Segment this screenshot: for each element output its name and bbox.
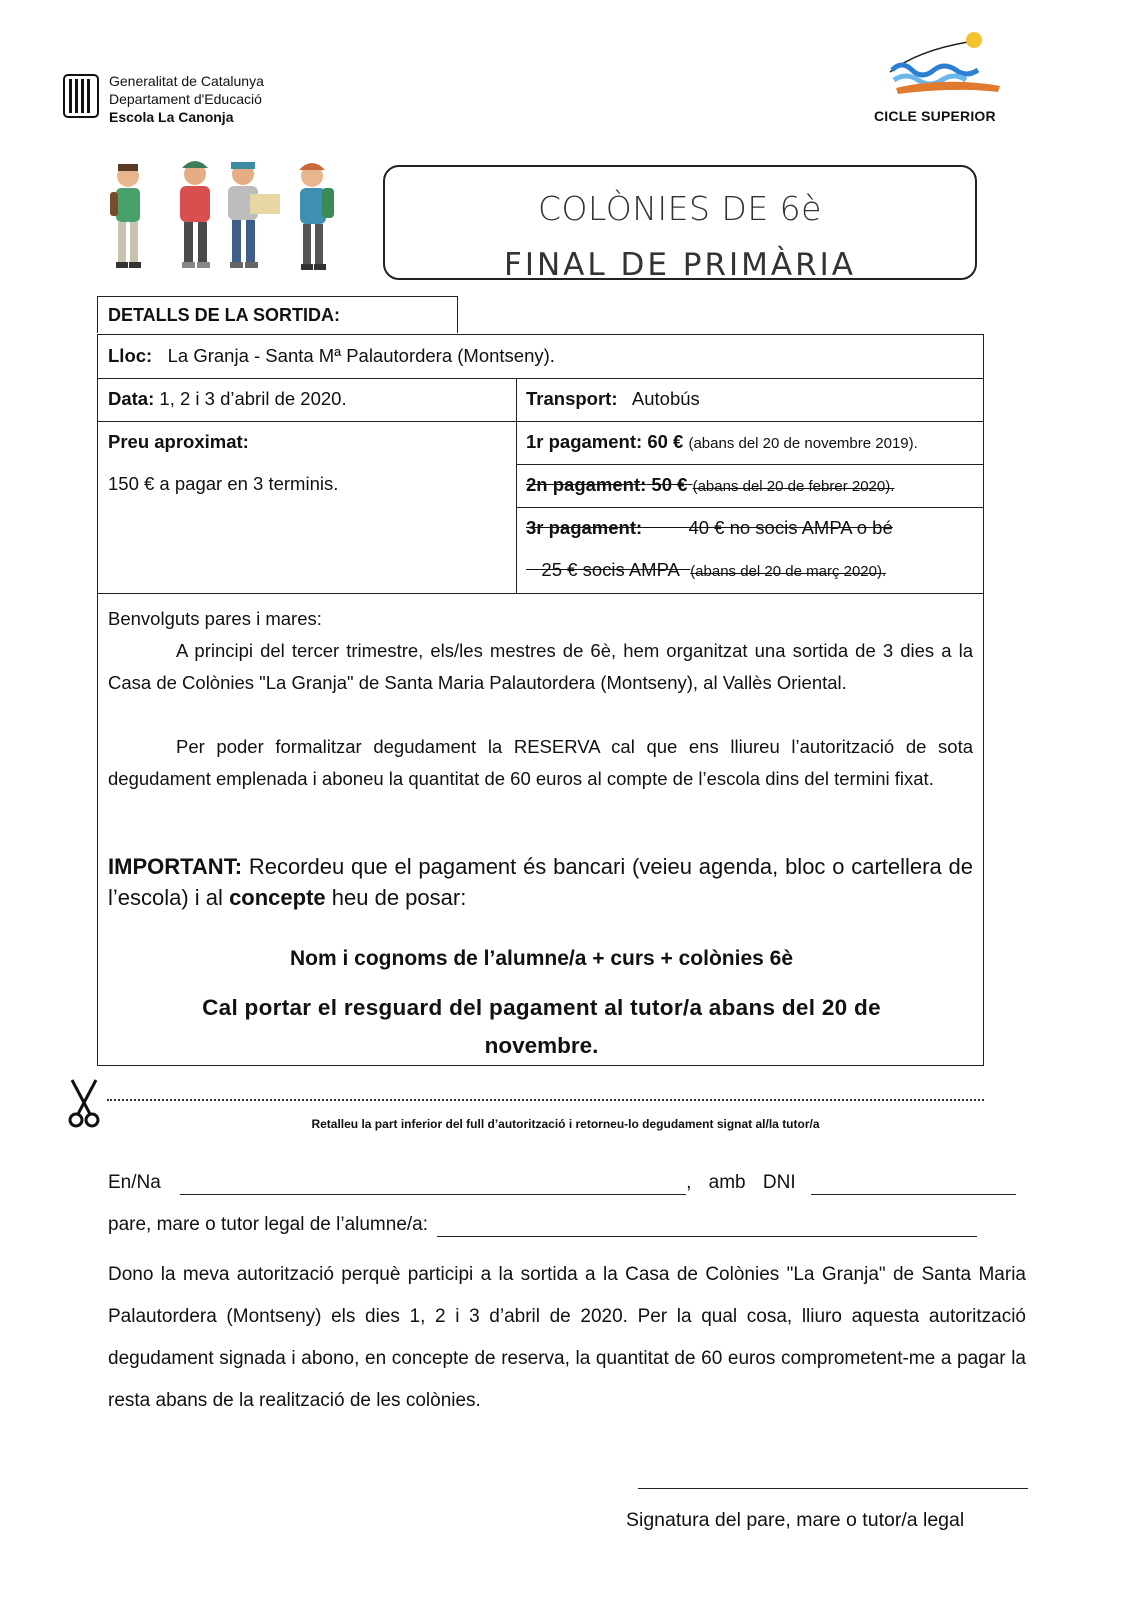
payment-2-note: (abans del 20 de febrer 2020). <box>692 478 895 495</box>
page-title: COLÒNIES DE 6è <box>538 189 822 228</box>
payment-2 <box>526 474 894 496</box>
place-value: La Granja - Santa Mª Palautordera (Montseny). <box>167 345 555 366</box>
letter-paragraph-1: A principi del tercer trimestre, els/les mestres de 6è, hem organitzat una sortida de 3 dies a la Casa de Colònies "La Granja" de Santa Maria Palautordera (Montseny), al Vallès Oriental. <box>108 640 973 693</box>
signature-label: Signatura del pare, mare o tutor/a legal <box>626 1509 965 1531</box>
signature-field[interactable] <box>638 1488 1028 1489</box>
cycle-label: CICLE SUPERIOR <box>874 108 996 124</box>
row-divider <box>516 464 983 465</box>
important-notice <box>108 851 973 913</box>
payment-3-line-2 <box>526 559 886 581</box>
payment-3-amount-1: 40 € no socis AMPA o bé <box>688 517 893 538</box>
details-box <box>97 334 984 1066</box>
authorization-text: Dono la meva autorització perquè participi a la sortida a la Casa de Colònies "La Granja" de Santa Maria Palautordera (Montseny) els dies 1, 2 i 3 d’abril de 2020. Per la qual cosa, lliuro aquesta autorització degudament signada i abono, en concepte de reserva, la quantitat de 60 euros comprometent-me a pagar la resta abans de la realització de les colònies. <box>108 1264 1026 1411</box>
institution-block <box>109 72 264 126</box>
important-label: IMPORTANT: <box>108 854 243 879</box>
letter-greeting: Benvolguts pares i mares: <box>108 608 322 629</box>
payment-1-note: (abans del 20 de novembre 2019). <box>688 435 918 452</box>
transport-label: Transport: <box>526 388 618 409</box>
name-field[interactable] <box>180 1172 686 1195</box>
price-value: 150 € a pagar en 3 terminis. <box>108 473 339 494</box>
dni-label: , amb DNI <box>686 1172 796 1193</box>
payment-3-amount-2: 25 € socis AMPA <box>541 559 680 580</box>
transport-row <box>526 388 700 410</box>
receipt-line-1: Cal portar el resguard del pagament al tutor/a abans del 20 de <box>202 995 881 1020</box>
price-label: Preu aproximat: <box>108 431 249 452</box>
transport-value: Autobús <box>631 388 700 409</box>
price-label-cell <box>108 431 249 453</box>
row-divider <box>516 507 983 508</box>
payment-1 <box>526 431 918 453</box>
row-divider <box>98 421 983 422</box>
concept-line: Nom i cognoms de l’alumne/a + curs + colònies 6è <box>290 947 793 970</box>
cicle-superior-logo <box>888 30 1006 96</box>
student-name-field[interactable] <box>437 1214 977 1237</box>
row-divider <box>98 593 983 594</box>
relation-label: pare, mare o tutor legal de l’alumne/a: <box>108 1214 429 1235</box>
name-label: En/Na <box>108 1172 161 1193</box>
receipt-line-2: novembre. <box>484 1033 599 1058</box>
cut-instructions: Retalleu la part inferior del full d’autorització i retorneu-lo degudament signat al/la tutor/a <box>311 1117 820 1131</box>
payment-3-note: (abans del 20 de març 2020). <box>690 563 887 580</box>
date-value: 1, 2 i 3 d’abril de 2020. <box>159 388 347 409</box>
title-box <box>383 165 977 280</box>
important-text-1: Recordeu que el pagament és bancari (veieu agenda, bloc o cartellera de l’escola) i al <box>108 854 973 910</box>
name-row <box>108 1172 1026 1195</box>
place-row <box>108 345 555 367</box>
row-divider <box>98 378 983 379</box>
relation-row <box>108 1214 1026 1237</box>
details-heading: DETALLS DE LA SORTIDA: <box>97 296 458 333</box>
important-keyword: concepte <box>229 885 326 910</box>
letter-paragraph-2: Per poder formalitzar degudament la RESERVA cal que ens lliureu l’autorització de sota degudament emplenada i aboneu la quantitat de 60 euros al compte de l’escola dins del termini fixat. <box>108 736 973 789</box>
date-row <box>108 388 347 410</box>
cut-line <box>107 1099 984 1101</box>
important-text-2: heu de posar: <box>331 885 467 910</box>
org-line-1: Generalitat de Catalunya <box>109 73 264 89</box>
payment-1-label: 1r pagament: <box>526 431 643 452</box>
date-label: Data: <box>108 388 155 409</box>
payment-2-amount: 50 € <box>651 474 688 495</box>
payment-3-line-1 <box>526 517 893 539</box>
place-label: Lloc: <box>108 345 153 366</box>
payment-3-label: 3r pagament: <box>526 517 643 538</box>
hikers-illustration <box>100 158 350 284</box>
column-divider <box>516 378 517 593</box>
page-subtitle: FINAL DE PRIMÀRIA <box>503 247 857 280</box>
payment-1-amount: 60 € <box>647 431 684 452</box>
dni-field[interactable] <box>811 1172 1016 1195</box>
school-name: Escola La Canonja <box>109 109 234 125</box>
org-line-2: Departament d'Educació <box>109 91 262 107</box>
generalitat-logo <box>63 74 99 118</box>
payment-2-label: 2n pagament: <box>526 474 647 495</box>
